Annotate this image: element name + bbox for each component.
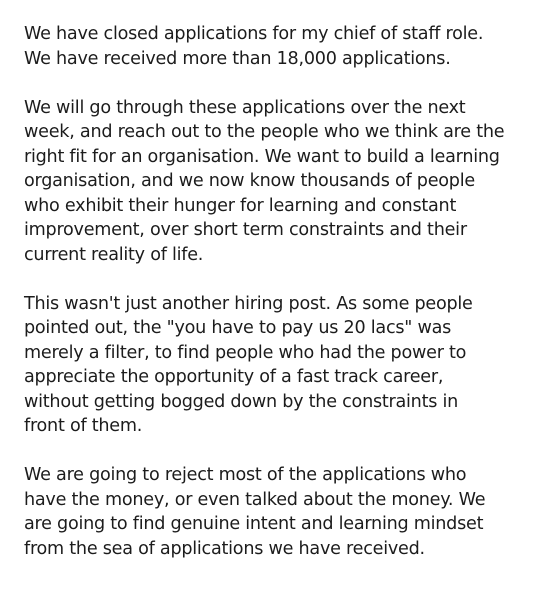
text-line: current reality of life. xyxy=(24,244,204,265)
text-line: without getting bogged down by the constraints in xyxy=(24,391,459,412)
text-line: right fit for an organisation. We want to build a learning xyxy=(24,146,500,167)
text-line: appreciate the opportunity of a fast track career, xyxy=(24,367,444,387)
text-line: front of them. xyxy=(24,416,143,436)
text-line: from the sea of applications we have received. xyxy=(24,538,425,559)
post-body xyxy=(24,22,530,561)
text-line: We have closed applications for my chief of staff role. xyxy=(24,24,484,44)
text-line: pointed out, the "you have to pay us 20 lacs" was xyxy=(24,318,452,338)
paragraph-hiring-post xyxy=(24,292,530,439)
paragraph-next-steps xyxy=(24,96,530,268)
text-line: We will go through these applications over the next xyxy=(24,97,466,118)
text-line: are going to find genuine intent and learning mindset xyxy=(24,514,484,534)
text-line: merely a filter, to find people who had the power to xyxy=(24,342,467,363)
text-line: We have received more than 18,000 applications. xyxy=(24,48,451,69)
text-line: improvement, over short term constraints and their xyxy=(24,220,467,240)
text-line: organisation, and we now know thousands of people xyxy=(24,171,475,191)
text-line: This wasn't just another hiring post. As some people xyxy=(24,293,473,314)
text-line: We are going to reject most of the applications who xyxy=(24,465,467,485)
paragraph-closed-applications xyxy=(24,22,530,71)
paragraph-rejection xyxy=(24,463,530,561)
text-line: have the money, or even talked about the money. We xyxy=(24,489,486,510)
text-line: who exhibit their hunger for learning and constant xyxy=(24,195,457,216)
text-line: week, and reach out to the people who we think are the xyxy=(24,122,505,142)
